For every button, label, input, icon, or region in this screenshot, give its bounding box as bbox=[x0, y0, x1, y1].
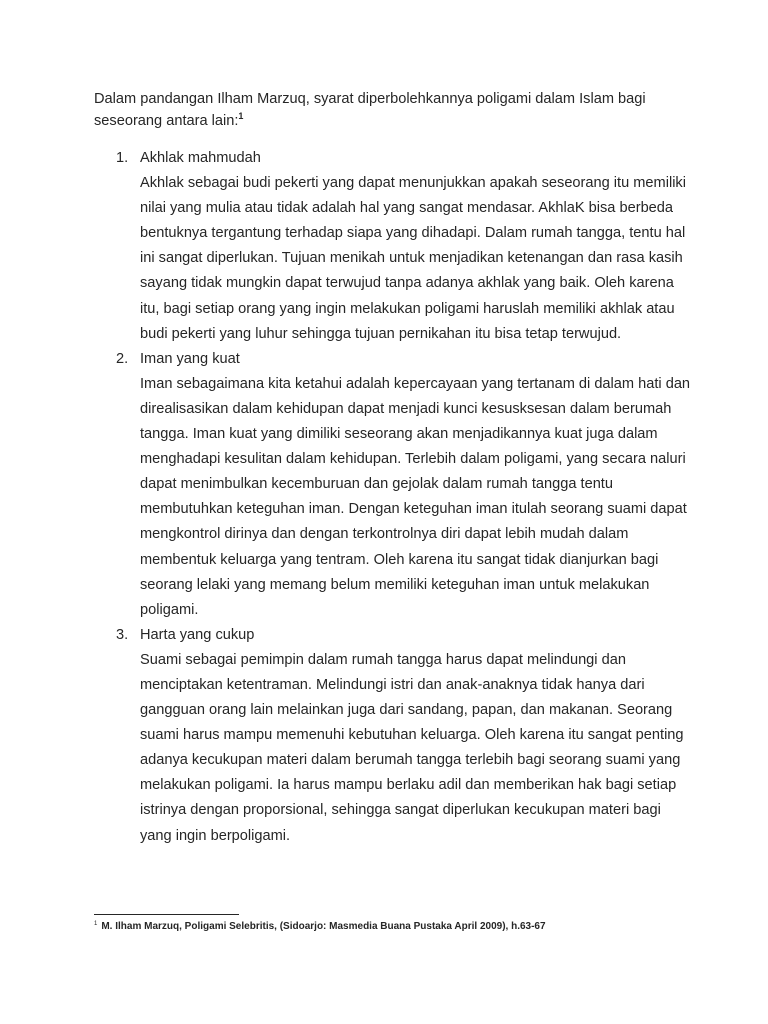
footnote bbox=[94, 920, 714, 934]
list-item-number: 2. bbox=[116, 350, 129, 367]
footnote-reference[interactable]: 1 bbox=[238, 111, 244, 122]
list-item-body: Akhlak sebagai budi pekerti yang dapat menunjukkan apakah seseorang itu memiliki nilai yang mulia atau tidak adalah hal yang sangat mendasar. AkhlaK bisa berbeda bentuknya tergantung terhadap siapa yang dihadapi. Dalam rumah tangga, tentu hal ini sangat diperlukan. Tujuan menikah untuk menjadikan ketenangan dan rasa kasih sayang tidak mungkin dapat terwujud tanpa adanya akhlak yang baik. Oleh karena itu, bagi setiap orang yang ingin melakukan poligami haruslah memiliki akhlak atau budi pekerti yang luhur sehingga tujuan pernikahan itu bisa tetap terwujud. bbox=[140, 175, 686, 342]
intro-text: Dalam pandangan Ilham Marzuq, syarat diperbolehkannya poligami dalam Islam bagi seseorang antara lain: bbox=[94, 91, 646, 129]
list-item-title: Iman yang kuat bbox=[140, 350, 240, 367]
list-item-title: Akhlak mahmudah bbox=[140, 150, 261, 166]
intro-paragraph bbox=[94, 88, 694, 132]
list-item-number: 1. bbox=[116, 150, 129, 166]
list-item bbox=[94, 146, 694, 347]
requirements-list bbox=[94, 146, 694, 849]
footnote-divider bbox=[94, 914, 239, 915]
list-item-body: Suami sebagai pemimpin dalam rumah tangga harus dapat melindungi dan menciptakan ketentraman. Melindungi istri dan anak-anaknya tidak hanya dari gangguan orang lain melainkan juga dari sandang, papan, dan makanan. Seorang suami harus mampu memenuhi kebutuhan keluarga. Oleh karena itu sangat penting adanya kecukupan materi dalam berumah tangga terlebih bagi seorang suami yang melakukan poligami. Ia harus mampu berlaku adil dan memberikan hak bagi setiap istrinya dengan proporsional, sehingga sangat diperlukan kecukupan materi bagi yang ingin berpoligami. bbox=[140, 651, 684, 844]
footnote-text: M. Ilham Marzuq, Poligami Selebritis, (Sidoarjo: Masmedia Buana Pustaka April 2009), h.63-67 bbox=[101, 921, 546, 932]
list-item bbox=[94, 623, 694, 849]
footnote-marker: 1 bbox=[94, 920, 98, 927]
list-item-title: Harta yang cukup bbox=[140, 626, 255, 643]
list-item bbox=[94, 347, 694, 623]
list-item-body: Iman sebagaimana kita ketahui adalah kepercayaan yang tertanam di dalam hati dan direalisasikan dalam kehidupan dapat menjadi kunci kesusksesan dalam berumah tangga. Iman kuat yang dimiliki seseorang akan menjadikannya kuat juga dalam menghadapi kesulitan dalam kehidupan. Terlebih dalam poligami, yang secara naluri dapat menimbulkan kecemburuan dan gejolak dalam rumah tangga tentu membutuhkan keteguhan iman. Dengan keteguhan iman itulah seorang suami dapat mengkontrol dirinya dan dengan terkontrolnya diri dapat lebih mudah dalam membentuk keluarga yang tentram. Oleh karena itu sangat tidak dianjurkan bagi seorang lelaki yang memang belum memiliki keteguhan iman untuk melakukan poligami. bbox=[140, 375, 691, 618]
list-item-number: 3. bbox=[116, 626, 129, 643]
